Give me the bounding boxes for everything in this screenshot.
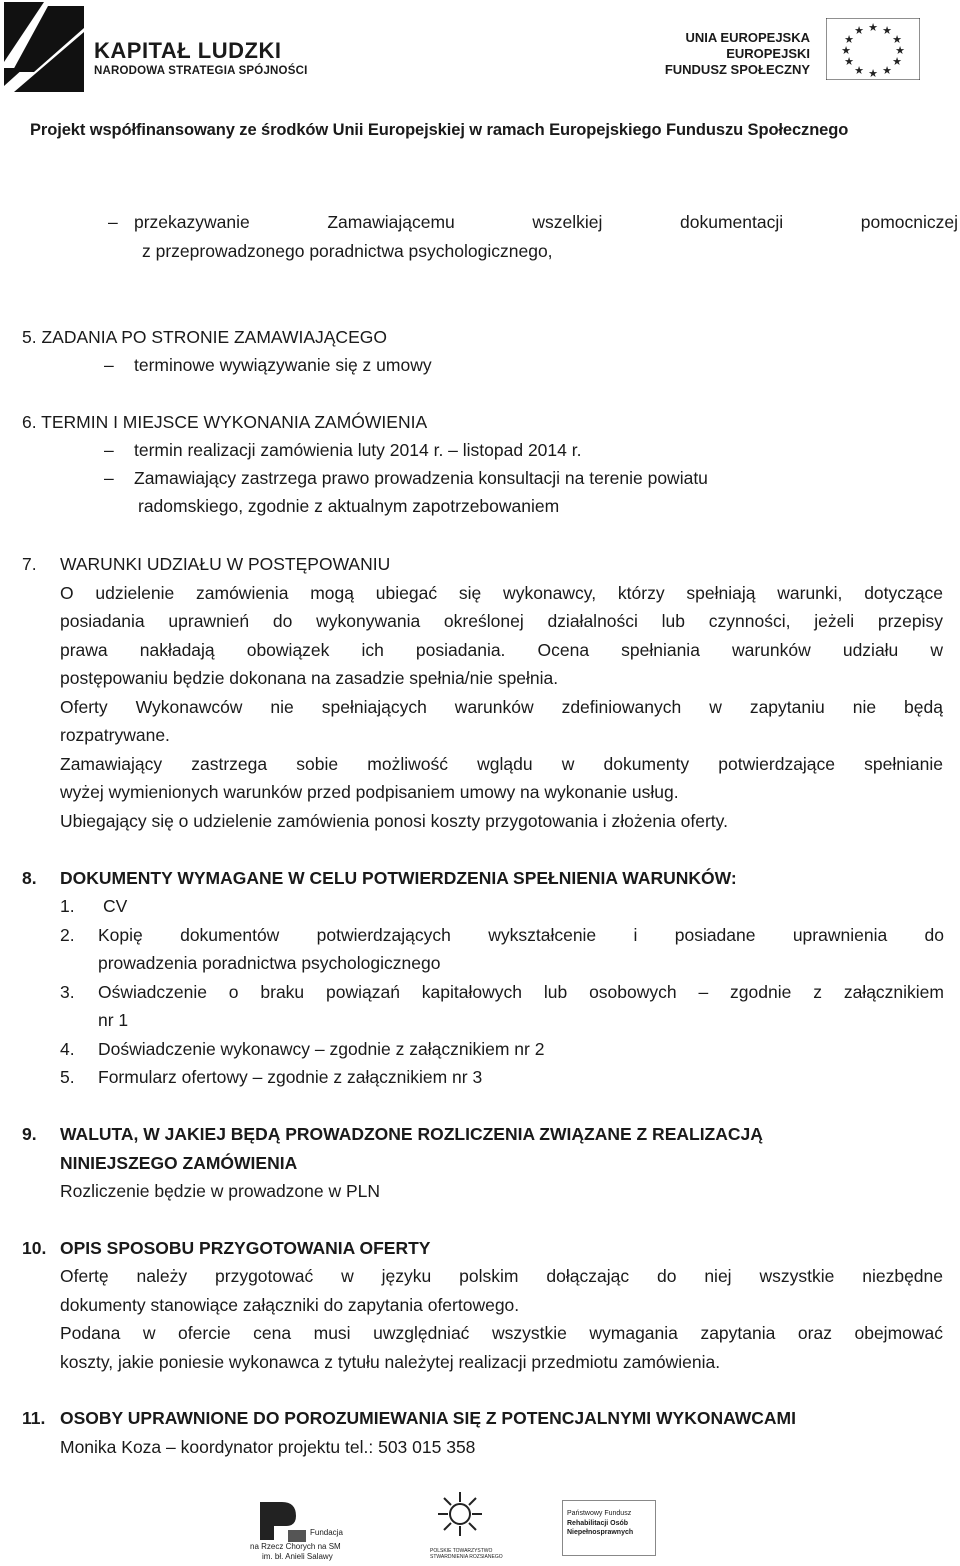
svg-text:★: ★ xyxy=(882,24,892,37)
ue-text-block xyxy=(660,30,810,78)
fundacja-line-1: Fundacja xyxy=(310,1528,343,1537)
section-7-line-9: Ubiegający się o udzielenie zamówienia ponosi koszty przygotowania i złożenia oferty. xyxy=(60,811,728,831)
section-10-line-2: dokumenty stanowiące załączniki do zapytania ofertowego. xyxy=(60,1295,520,1315)
section-7-line-7: Zamawiający zastrzega sobie możliwość wglądu w dokumenty potwierdzające spełnianie xyxy=(60,754,943,774)
svg-text:★: ★ xyxy=(844,55,854,68)
section-7-line-8: wyżej wymienionych warunków przed podpisaniem umowy na wykonanie usług. xyxy=(60,782,679,802)
section-10-line-3: Podana w ofercie cena musi uwzględniać wszystkie wymagania zapytania oraz obejmować xyxy=(60,1323,943,1343)
section-8-heading: DOKUMENTY WYMAGANE W CELU POTWIERDZENIA SPEŁNIENIA WARUNKÓW: xyxy=(60,868,737,888)
ptsr-line-2: STWARDNIENIA ROZSIANEGO xyxy=(430,1554,503,1560)
section-6-item-1: termin realizacji zamówienia luty 2014 r. – listopad 2014 r. xyxy=(134,440,582,460)
svg-text:★: ★ xyxy=(844,33,854,46)
pfron-line-1: Państwowy Fundusz xyxy=(567,1510,632,1517)
section-9-heading-line-2: NINIEJSZEGO ZAMÓWIENIA xyxy=(60,1153,298,1173)
section-8-item-3-line-1: Oświadczenie o braku powiązań kapitałowych lub osobowych – zgodnie z załącznikiem xyxy=(98,982,944,1002)
list-number: 2. xyxy=(60,925,75,945)
pfron-line-3: Niepełnosprawnych xyxy=(567,1529,634,1536)
section-7-line-2: posiadania uprawnień do wykonywania określonej działalności lub czynności, jeżeli przepisy xyxy=(60,611,943,631)
section-11-heading: OSOBY UPRAWNIONE DO POROZUMIEWANIA SIĘ Z POTENCJALNYMI WYKONAWCAMI xyxy=(60,1408,796,1428)
section-8-item-5: Formularz ofertowy – zgodnie z załącznikiem nr 3 xyxy=(98,1067,483,1087)
fundacja-sm-logo xyxy=(248,1494,358,1564)
section-6-item-2-line-2: radomskiego, zgodnie z aktualnym zapotrzebowaniem xyxy=(138,496,560,516)
section-5-heading: 5. ZADANIA PO STRONIE ZAMAWIAJĄCEGO xyxy=(22,327,387,347)
section-7-heading: WARUNKI UDZIAŁU W POSTĘPOWANIU xyxy=(60,554,391,574)
pfron-logo xyxy=(562,1500,656,1556)
section-9-heading-line-1: WALUTA, W JAKIEJ BĘDĄ PROWADZONE ROZLICZENIA ZWIĄZANE Z REALIZACJĄ xyxy=(60,1124,763,1144)
svg-text:★: ★ xyxy=(841,44,851,57)
section-10-heading: OPIS SPOSOBU PRZYGOTOWANIA OFERTY xyxy=(60,1238,431,1258)
list-number: 3. xyxy=(60,982,75,1002)
section-7-number: 7. xyxy=(22,554,37,574)
list-number: 5. xyxy=(60,1067,75,1087)
list-dash: – xyxy=(104,440,114,460)
list-dash: – xyxy=(108,212,118,232)
svg-text:★: ★ xyxy=(854,64,864,77)
section-8-item-3-line-2: nr 1 xyxy=(98,1010,129,1030)
list-number: 4. xyxy=(60,1039,75,1059)
svg-text:★: ★ xyxy=(892,33,902,46)
section-8-item-1: CV xyxy=(103,896,128,916)
svg-text:★: ★ xyxy=(892,55,902,68)
section-9-text: Rozliczenie będzie w prowadzone w PLN xyxy=(60,1181,381,1201)
section-6-item-2-line-1: Zamawiający zastrzega prawo prowadzenia konsultacji na terenie powiatu xyxy=(134,468,708,488)
ue-line-3: FUNDUSZ SPOŁECZNY xyxy=(664,62,810,77)
list-number: 1. xyxy=(60,896,75,916)
svg-text:★: ★ xyxy=(868,67,878,80)
fundacja-line-2: na Rzecz Chorych na SM xyxy=(250,1542,341,1551)
section-6-heading: 6. TERMIN I MIEJSCE WYKONANIA ZAMÓWIENIA xyxy=(22,412,428,432)
section-8-item-2-line-2: prowadzenia poradnictwa psychologicznego xyxy=(98,953,441,973)
section-7-line-3: prawa nakładają obowiązek ich posiadania. Ocena spełniania warunków udziału w xyxy=(60,640,943,660)
kapital-ludzki-subtitle: NARODOWA STRATEGIA SPÓJNOŚCI xyxy=(94,65,308,77)
ptsr-logo xyxy=(430,1490,503,1566)
ptsr-line-1: POLSKIE TOWARZYSTWO xyxy=(430,1548,493,1554)
kapital-ludzki-logo xyxy=(4,2,84,92)
section-10-line-4: koszty, jakie poniesie wykonawca z tytułu należytej realizacji przedmiotu zamówienia. xyxy=(60,1352,721,1372)
section-8-number: 8. xyxy=(22,868,37,888)
section-5-item: terminowe wywiązywanie się z umowy xyxy=(134,355,432,375)
section-7-line-1: O udzielenie zamówienia mogą ubiegać się wykonawcy, którzy spełniają warunki, dotyczące xyxy=(60,583,943,603)
pfron-line-2: Rehabilitacji Osób xyxy=(567,1520,629,1527)
section-7-line-6: rozpatrywane. xyxy=(60,725,170,745)
project-funding-line: Projekt współfinansowany ze środków Unii Europejskiej w ramach Europejskiego Funduszu Społecznego xyxy=(30,121,849,139)
section-8-item-4: Doświadczenie wykonawcy – zgodnie z załącznikiem nr 2 xyxy=(98,1039,545,1059)
section-10-line-1: Ofertę należy przygotować w języku polskim dołączając do niej wszystkie niezbędne xyxy=(60,1266,943,1286)
ue-line-2: EUROPEJSKI xyxy=(726,46,810,61)
top-item-line-2: z przeprowadzonego poradnictwa psychologicznego, xyxy=(142,241,553,261)
list-dash: – xyxy=(104,355,114,375)
section-11-text: Monika Koza – koordynator projektu tel.: 503 015 358 xyxy=(60,1437,476,1457)
section-7-line-4: postępowaniu będzie dokonana na zasadzie spełnia/nie spełnia. xyxy=(60,668,559,688)
svg-text:★: ★ xyxy=(895,44,905,57)
section-10-number: 10. xyxy=(22,1238,47,1258)
ue-line-1: UNIA EUROPEJSKA xyxy=(685,30,810,45)
section-8-item-2-line-1: Kopię dokumentów potwierdzających wykształcenie i posiadane uprawnienia do xyxy=(98,925,944,945)
eu-flag-icon xyxy=(826,18,920,80)
section-11-number: 11. xyxy=(22,1408,46,1428)
fundacja-line-3: im. bł. Anieli Salawy xyxy=(262,1552,333,1561)
svg-text:★: ★ xyxy=(868,21,878,34)
top-item-line-1: przekazywanie Zamawiającemu wszelkiej dokumentacji pomocniczej xyxy=(134,212,958,232)
section-9-number: 9. xyxy=(22,1124,37,1144)
kapital-ludzki-title: KAPITAŁ LUDZKI xyxy=(94,38,282,63)
svg-text:★: ★ xyxy=(854,24,864,37)
svg-text:★: ★ xyxy=(882,64,892,77)
list-dash: – xyxy=(104,468,114,488)
section-7-line-5: Oferty Wykonawców nie spełniających warunków zdefiniowanych w zapytaniu nie będą xyxy=(60,697,943,717)
